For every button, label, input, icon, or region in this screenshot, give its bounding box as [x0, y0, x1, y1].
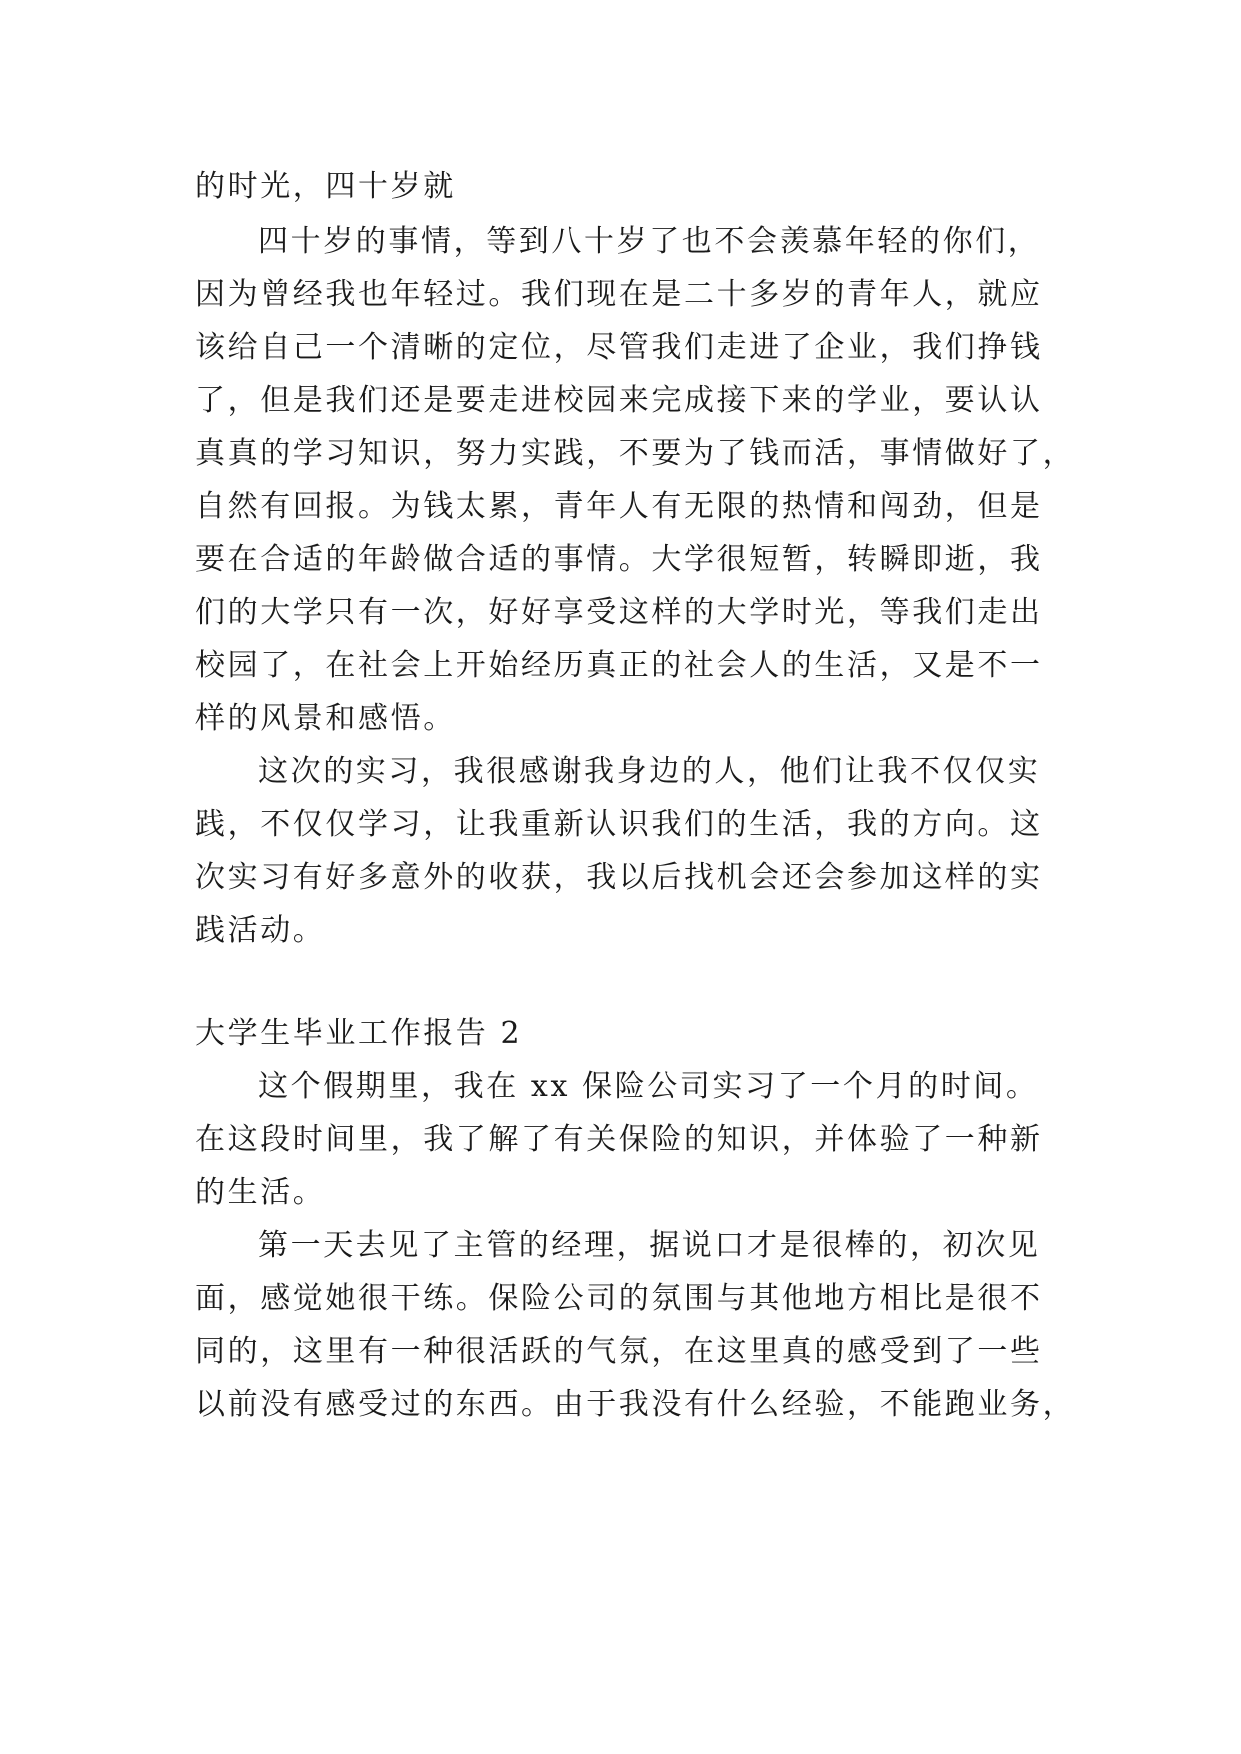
text-line: 因为曾经我也年轻过。我们现在是二十多岁的青年人，就应	[195, 277, 1043, 312]
paragraph-first-line: 这次的实习，我很感谢我身边的人，他们让我不仅仅实	[258, 754, 1041, 789]
text-line: 校园了，在社会上开始经历真正的社会人的生活，又是不一	[195, 648, 1043, 683]
paragraph-first-line: 第一天去见了主管的经理，据说口才是很棒的，初次见	[258, 1228, 1041, 1263]
text-line: 同的，这里有一种很活跃的气氛，在这里真的感受到了一些	[195, 1334, 1043, 1369]
text-line: 在这段时间里，我了解了有关保险的知识，并体验了一种新	[195, 1122, 1043, 1157]
text-line: 的时光，四十岁就	[195, 169, 456, 204]
text-line: 们的大学只有一次，好好享受这样的大学时光，等我们走出	[195, 595, 1043, 630]
text-line: 真真的学习知识，努力实践，不要为了钱而活，事情做好了，	[195, 436, 1076, 471]
text-line: 该给自己一个清晰的定位，尽管我们走进了企业，我们挣钱	[195, 330, 1043, 365]
text-line: 践，不仅仅学习，让我重新认识我们的生活，我的方向。这	[195, 807, 1043, 842]
text-line: 自然有回报。为钱太累，青年人有无限的热情和闯劲，但是	[195, 489, 1043, 524]
text-line: 样的风景和感悟。	[195, 701, 456, 736]
text-line: 了，但是我们还是要走进校园来完成接下来的学业，要认认	[195, 383, 1043, 418]
text-line: 践活动。	[195, 913, 326, 948]
text-line: 次实习有好多意外的收获，我以后找机会还会参加这样的实	[195, 860, 1043, 895]
text-line: 面，感觉她很干练。保险公司的氛围与其他地方相比是很不	[195, 1281, 1043, 1316]
text-line: 的生活。	[195, 1175, 326, 1210]
text-line: 要在合适的年龄做合适的事情。大学很短暂，转瞬即逝，我	[195, 542, 1043, 577]
paragraph-first-line: 四十岁的事情，等到八十岁了也不会羡慕年轻的你们，	[258, 224, 1041, 259]
paragraph-first-line: 这个假期里，我在 xx 保险公司实习了一个月的时间。	[258, 1069, 1039, 1104]
text-line: 以前没有感受过的东西。由于我没有什么经验，不能跑业务，	[195, 1387, 1076, 1422]
section-heading: 大学生毕业工作报告 2	[195, 1016, 523, 1051]
